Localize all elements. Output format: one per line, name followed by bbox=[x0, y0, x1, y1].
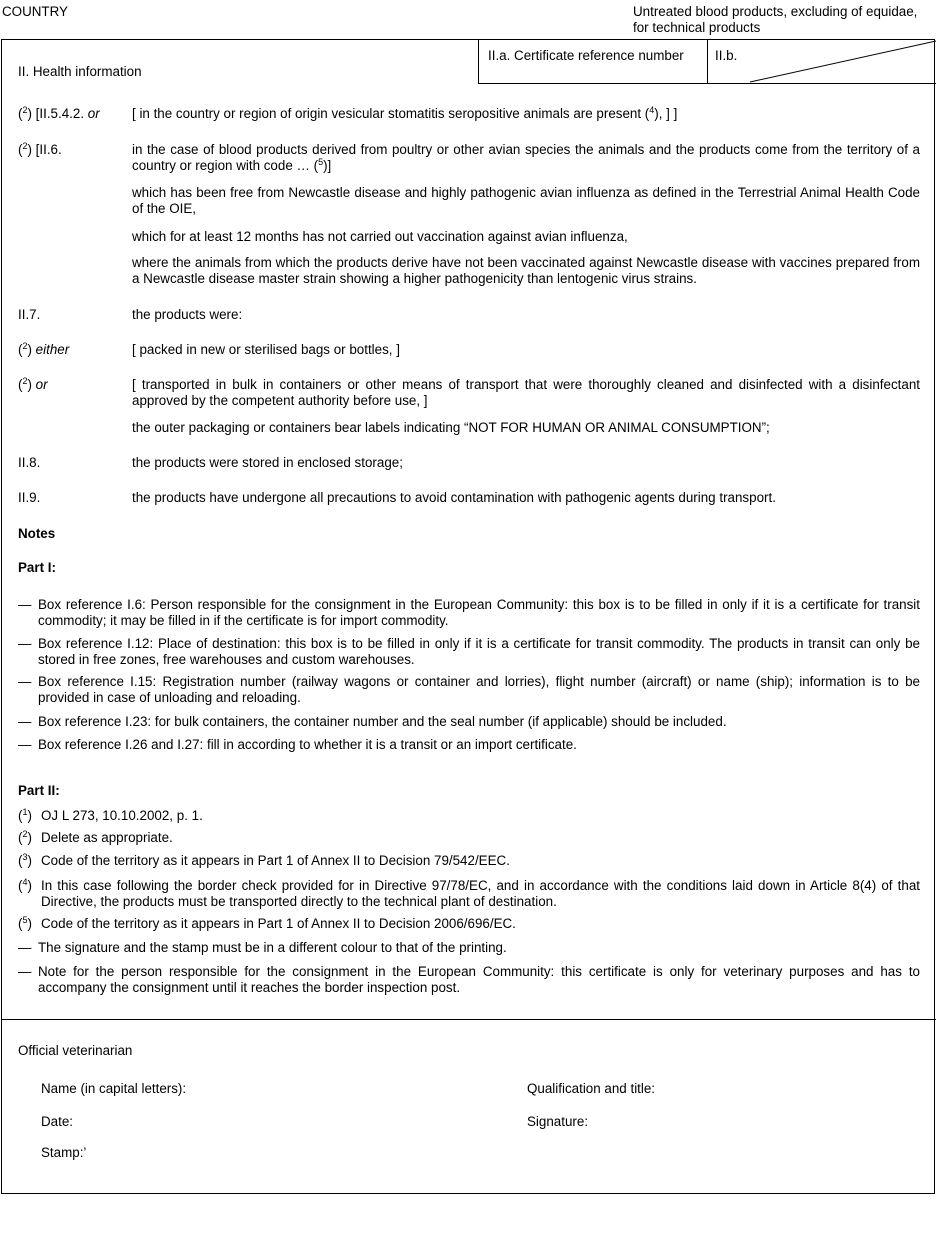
footnote-number: ($^3$) bbox=[18, 852, 32, 868]
official-veterinarian-heading: Official veterinarian bbox=[18, 1043, 133, 1058]
diagonal-strike bbox=[708, 40, 936, 84]
country-label: COUNTRY bbox=[2, 4, 68, 19]
clause-ref-or: ($^2$) or bbox=[18, 376, 48, 392]
part1-heading: Part I: bbox=[18, 560, 56, 575]
footnote-number: ($^2$) bbox=[18, 829, 32, 845]
certificate-reference-label: II.a. Certificate reference number bbox=[488, 48, 684, 63]
clause-text-ii9: the products have undergone all precautions to avoid contamination with pathogenic agents during transport. bbox=[132, 490, 776, 505]
clause-text-ii6-p4: where the animals from which the products derive have not been vaccinated against Newcastle disease with vaccines prepared from a Newcastle disease master strain showing a higher pathogenicity than lentogenic virus strains. bbox=[132, 255, 920, 286]
dash-icon: — bbox=[18, 674, 32, 689]
product-title bbox=[633, 4, 933, 36]
part1-note-1: Box reference I.6: Person responsible for the consignment in the European Community: this box is to be filled in only if it is a certificate for transit commodity; it may be filled in if the certificate is for import commodity. bbox=[38, 597, 920, 628]
part1-note-2: Box reference I.12: Place of destination: this box is to be filled in only if it is a certificate for transit commodity. The products in transit can only be stored in free zones, free warehouses and custom warehouses. bbox=[38, 636, 920, 667]
date-label: Date: bbox=[41, 1114, 74, 1129]
footnote-number: ($^4$) bbox=[18, 877, 32, 893]
signature-divider bbox=[2, 1019, 936, 1020]
iib-label: II.b. bbox=[715, 48, 738, 63]
footnote-text-2: Delete as appropriate. bbox=[41, 830, 173, 845]
clause-ref-ii542: ($^2$) [II.5.4.2. or bbox=[18, 105, 100, 121]
name-label: Name (in capital letters): bbox=[41, 1081, 187, 1096]
part2-heading: Part II: bbox=[18, 783, 60, 798]
clause-text-ii8: the products were stored in enclosed storage; bbox=[132, 455, 403, 470]
footnote-text-3: Code of the territory as it appears in Part 1 of Annex II to Decision 79/542/EEC. bbox=[41, 853, 510, 868]
clause-text-ii542: [ in the country or region of origin vesicular stomatitis seropositive animals are present ($^4$), ] ] bbox=[132, 105, 678, 121]
dash-icon: — bbox=[18, 940, 32, 955]
footnote-number: ($^5$) bbox=[18, 915, 32, 931]
footnote-text-4: In this case following the border check provided for in Directive 97/78/EC, and in accordance with the conditions laid down in Article 8(4) of that Directive, the products must be transported directly to the technical plant of destination. bbox=[41, 878, 920, 909]
signature-label: Signature: bbox=[527, 1114, 589, 1129]
part1-note-3: Box reference I.15: Registration number (railway wagons or container and lorries), flight number (aircraft) or name (ship); information is to be provided in case of unloading and reloading. bbox=[38, 674, 920, 705]
part2-note-1: The signature and the stamp must be in a different colour to that of the printing. bbox=[38, 940, 507, 955]
health-information-heading: II. Health information bbox=[18, 64, 142, 79]
clause-text-ii6-p3: which for at least 12 months has not carried out vaccination against avian influenza, bbox=[132, 229, 628, 244]
footnote-number: ($^1$) bbox=[18, 807, 32, 823]
part2-note-2: Note for the person responsible for the consignment in the European Community: this certificate is only for veterinary purposes and has to accompany the consignment until it reaches the border inspection post. bbox=[38, 964, 920, 995]
clause-text-ii6-p2: which has been free from Newcastle disease and highly pathogenic avian influenza as defined in the Terrestrial Animal Health Code of the OIE, bbox=[132, 185, 920, 216]
product-title-line1: Untreated blood products, excluding of equidae, bbox=[633, 4, 918, 19]
clause-ref-ii9: II.9. bbox=[18, 490, 41, 505]
certificate-frame bbox=[1, 39, 935, 1194]
part1-note-4: Box reference I.23: for bulk containers, the container number and the seal number (if applicable) should be included. bbox=[38, 714, 727, 729]
clause-ref-ii6: ($^2$) [II.6. bbox=[18, 141, 62, 157]
stamp-label: Stamp:’ bbox=[41, 1145, 87, 1160]
dash-icon: — bbox=[18, 714, 32, 729]
dash-icon: — bbox=[18, 597, 32, 612]
clause-text-or-p1: [ transported in bulk in containers or other means of transport that were thoroughly cleaned and disinfected with a disinfectant approved by the competent authority before use, ] bbox=[132, 377, 920, 408]
clause-text-ii7: the products were: bbox=[132, 307, 243, 322]
clause-ref-either: ($^2$) either bbox=[18, 341, 70, 357]
dash-icon: — bbox=[18, 737, 32, 752]
notes-heading: Notes bbox=[18, 526, 56, 541]
dash-icon: — bbox=[18, 964, 32, 979]
clause-ref-ii8: II.8. bbox=[18, 455, 41, 470]
product-title-line2: for technical products bbox=[633, 20, 761, 35]
qualification-label: Qualification and title: bbox=[527, 1081, 656, 1096]
clause-text-ii6-p1: in the case of blood products derived from poultry or other avian species the animals and the products come from the territory of a country or region with code … ($^5$)] bbox=[132, 142, 920, 173]
part1-note-5: Box reference I.26 and I.27: fill in according to whether it is a transit or an import certificate. bbox=[38, 737, 577, 752]
clause-text-either: [ packed in new or sterilised bags or bottles, ] bbox=[132, 342, 400, 357]
dash-icon: — bbox=[18, 636, 32, 651]
clause-ref-ii7: II.7. bbox=[18, 307, 41, 322]
footnote-text-1: OJ L 273, 10.10.2002, p. 1. bbox=[41, 808, 203, 823]
clause-text-or-p2: the outer packaging or containers bear labels indicating “NOT FOR HUMAN OR ANIMAL CONSUMPTION”; bbox=[132, 420, 770, 435]
header-divider-1 bbox=[478, 40, 479, 84]
footnote-text-5: Code of the territory as it appears in Part 1 of Annex II to Decision 2006/696/EC. bbox=[41, 916, 516, 931]
